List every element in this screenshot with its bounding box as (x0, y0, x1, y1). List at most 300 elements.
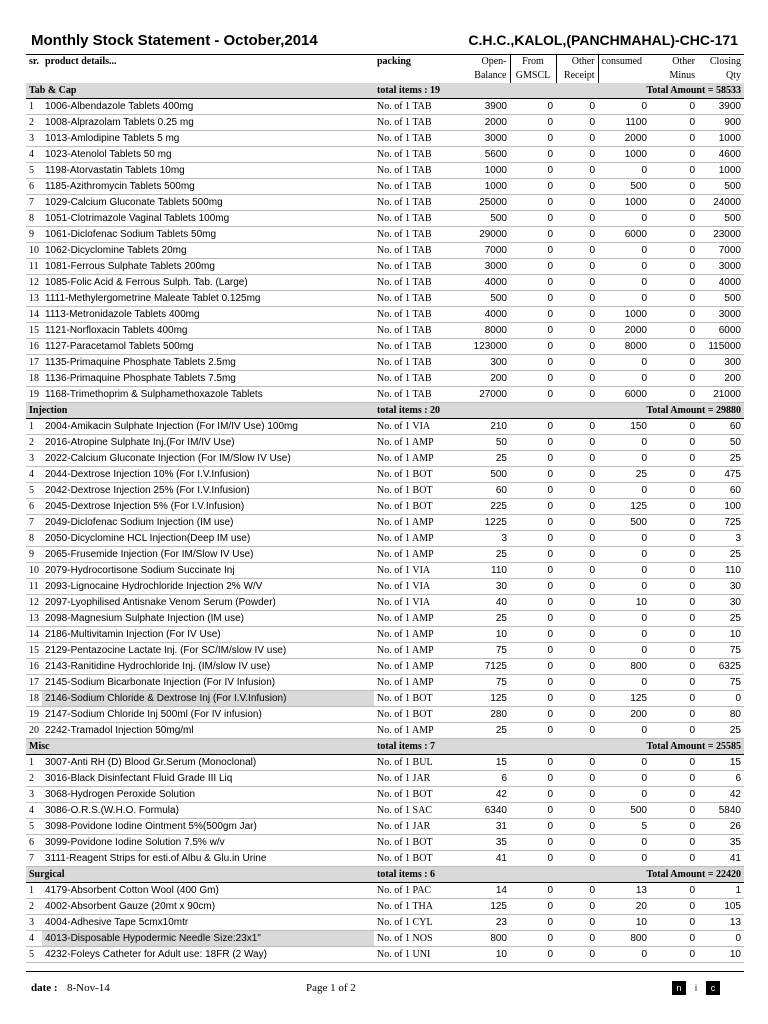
item-other-receipt: 0 (556, 307, 598, 323)
item-product: 3098-Povidone Iodine Ointment 5%(500gm Jar) (42, 819, 374, 835)
item-product: 1113-Metronidazole Tablets 400mg (42, 307, 374, 323)
item-packing: No. of 1 TAB (374, 147, 460, 163)
section-name: Surgical (26, 867, 374, 883)
item-from-gmscl: 0 (510, 915, 556, 931)
item-other-receipt: 0 (556, 851, 598, 867)
item-sr: 19 (26, 707, 42, 723)
item-other-minus: 0 (650, 723, 698, 739)
item-product: 4179-Absorbent Cotton Wool (400 Gm) (42, 883, 374, 899)
item-product: 1198-Atorvastatin Tablets 10mg (42, 163, 374, 179)
item-consumed: 0 (598, 243, 650, 259)
item-consumed: 0 (598, 211, 650, 227)
item-consumed: 150 (598, 419, 650, 435)
item-sr: 11 (26, 259, 42, 275)
item-product: 2016-Atropine Sulphate Inj.(For IM/IV Use) (42, 435, 374, 451)
item-product: 2042-Dextrose Injection 25% (For I.V.Infusion) (42, 483, 374, 499)
item-other-minus: 0 (650, 819, 698, 835)
table-row (26, 691, 744, 707)
section-total-amount: Total Amount = 29880 (510, 403, 744, 419)
item-consumed: 0 (598, 611, 650, 627)
item-other-receipt: 0 (556, 451, 598, 467)
item-other-minus: 0 (650, 483, 698, 499)
item-product: 1051-Clotrimazole Vaginal Tablets 100mg (42, 211, 374, 227)
item-other-minus: 0 (650, 451, 698, 467)
item-other-receipt: 0 (556, 179, 598, 195)
item-from-gmscl: 0 (510, 163, 556, 179)
item-product: 1127-Paracetamol Tablets 500mg (42, 339, 374, 355)
item-packing: No. of 1 VIA (374, 563, 460, 579)
item-from-gmscl: 0 (510, 339, 556, 355)
item-other-minus: 0 (650, 275, 698, 291)
item-product: 3099-Povidone Iodine Solution 7.5% w/v (42, 835, 374, 851)
item-open-balance: 6 (460, 771, 510, 787)
item-sr: 2 (26, 899, 42, 915)
item-open-balance: 35 (460, 835, 510, 851)
item-from-gmscl: 0 (510, 947, 556, 963)
item-other-minus: 0 (650, 611, 698, 627)
item-consumed: 0 (598, 371, 650, 387)
item-from-gmscl: 0 (510, 131, 556, 147)
item-open-balance: 125 (460, 691, 510, 707)
item-consumed: 8000 (598, 339, 650, 355)
item-packing: No. of 1 AMP (374, 675, 460, 691)
item-product: 1136-Primaquine Phosphate Tablets 7.5mg (42, 371, 374, 387)
item-other-receipt: 0 (556, 899, 598, 915)
item-from-gmscl: 0 (510, 115, 556, 131)
item-closing-qty: 300 (698, 355, 744, 371)
item-open-balance: 10 (460, 627, 510, 643)
item-open-balance: 40 (460, 595, 510, 611)
section-header (26, 403, 744, 419)
item-closing-qty: 500 (698, 291, 744, 307)
table-row (26, 851, 744, 867)
table-body (26, 83, 744, 963)
item-closing-qty: 115000 (698, 339, 744, 355)
item-other-receipt: 0 (556, 259, 598, 275)
item-from-gmscl: 0 (510, 803, 556, 819)
item-closing-qty: 30 (698, 595, 744, 611)
item-sr: 13 (26, 291, 42, 307)
item-open-balance: 75 (460, 643, 510, 659)
item-sr: 6 (26, 835, 42, 851)
item-product: 1062-Dicyclomine Tablets 20mg (42, 243, 374, 259)
item-other-minus: 0 (650, 675, 698, 691)
table-row (26, 483, 744, 499)
item-consumed: 5 (598, 819, 650, 835)
item-closing-qty: 25 (698, 723, 744, 739)
item-sr: 2 (26, 115, 42, 131)
item-open-balance: 10 (460, 947, 510, 963)
item-sr: 8 (26, 211, 42, 227)
item-consumed: 0 (598, 355, 650, 371)
item-closing-qty: 900 (698, 115, 744, 131)
item-other-receipt: 0 (556, 211, 598, 227)
table-row (26, 243, 744, 259)
table-row (26, 755, 744, 771)
item-open-balance: 1225 (460, 515, 510, 531)
item-open-balance: 14 (460, 883, 510, 899)
item-consumed: 1000 (598, 195, 650, 211)
item-consumed: 0 (598, 723, 650, 739)
item-other-minus: 0 (650, 691, 698, 707)
item-closing-qty: 6000 (698, 323, 744, 339)
item-from-gmscl: 0 (510, 723, 556, 739)
item-other-receipt: 0 (556, 691, 598, 707)
table-row (26, 787, 744, 803)
item-packing: No. of 1 BOT (374, 851, 460, 867)
item-open-balance: 7000 (460, 243, 510, 259)
item-from-gmscl: 0 (510, 819, 556, 835)
item-other-minus: 0 (650, 307, 698, 323)
item-open-balance: 5600 (460, 147, 510, 163)
item-open-balance: 25 (460, 611, 510, 627)
item-other-minus: 0 (650, 467, 698, 483)
item-sr: 1 (26, 755, 42, 771)
item-other-minus: 0 (650, 195, 698, 211)
item-from-gmscl: 0 (510, 435, 556, 451)
item-from-gmscl: 0 (510, 883, 556, 899)
item-packing: No. of 1 BOT (374, 787, 460, 803)
item-product: 2143-Ranitidine Hydrochloride Inj. (IM/slow IV use) (42, 659, 374, 675)
item-packing: No. of 1 AMP (374, 531, 460, 547)
item-from-gmscl: 0 (510, 227, 556, 243)
item-closing-qty: 0 (698, 691, 744, 707)
item-packing: No. of 1 THA (374, 899, 460, 915)
table-row (26, 931, 744, 947)
item-packing: No. of 1 TAB (374, 387, 460, 403)
item-consumed: 1000 (598, 307, 650, 323)
item-other-minus: 0 (650, 291, 698, 307)
item-other-receipt: 0 (556, 643, 598, 659)
item-packing: No. of 1 BOT (374, 835, 460, 851)
item-sr: 5 (26, 819, 42, 835)
item-product: 2147-Sodium Chloride Inj 500ml (For IV infusion) (42, 707, 374, 723)
item-open-balance: 6340 (460, 803, 510, 819)
item-packing: No. of 1 TAB (374, 99, 460, 115)
item-sr: 1 (26, 419, 42, 435)
item-open-balance: 3000 (460, 259, 510, 275)
item-other-receipt: 0 (556, 355, 598, 371)
section-total-items: total items : 19 (374, 83, 510, 99)
item-sr: 1 (26, 883, 42, 899)
item-from-gmscl: 0 (510, 451, 556, 467)
item-consumed: 0 (598, 787, 650, 803)
table-row (26, 515, 744, 531)
item-other-receipt: 0 (556, 627, 598, 643)
table-row (26, 163, 744, 179)
item-sr: 3 (26, 915, 42, 931)
item-other-receipt: 0 (556, 787, 598, 803)
item-other-receipt: 0 (556, 515, 598, 531)
item-packing: No. of 1 VIA (374, 579, 460, 595)
item-closing-qty: 1000 (698, 131, 744, 147)
item-other-minus: 0 (650, 579, 698, 595)
item-closing-qty: 24000 (698, 195, 744, 211)
item-closing-qty: 7000 (698, 243, 744, 259)
item-sr: 4 (26, 467, 42, 483)
item-closing-qty: 60 (698, 483, 744, 499)
c-box-icon: c (706, 981, 720, 995)
item-from-gmscl: 0 (510, 595, 556, 611)
item-sr: 17 (26, 355, 42, 371)
table-row (26, 99, 744, 115)
table-row (26, 803, 744, 819)
item-packing: No. of 1 TAB (374, 163, 460, 179)
item-other-receipt: 0 (556, 339, 598, 355)
item-other-minus: 0 (650, 883, 698, 899)
item-other-receipt: 0 (556, 99, 598, 115)
item-other-minus: 0 (650, 771, 698, 787)
table-row (26, 195, 744, 211)
item-product: 1121-Norfloxacin Tablets 400mg (42, 323, 374, 339)
item-other-receipt: 0 (556, 723, 598, 739)
section-name: Injection (26, 403, 374, 419)
section-name: Tab & Cap (26, 83, 374, 99)
item-other-receipt: 0 (556, 707, 598, 723)
item-closing-qty: 35 (698, 835, 744, 851)
item-product: 2045-Dextrose Injection 5% (For I.V.Infusion) (42, 499, 374, 515)
item-other-receipt: 0 (556, 195, 598, 211)
col-open-header: Open- (460, 55, 510, 69)
item-open-balance: 3900 (460, 99, 510, 115)
item-sr: 18 (26, 691, 42, 707)
item-closing-qty: 110 (698, 563, 744, 579)
item-sr: 19 (26, 387, 42, 403)
item-other-receipt: 0 (556, 275, 598, 291)
item-product: 1029-Calcium Gluconate Tablets 500mg (42, 195, 374, 211)
item-product: 2146-Sodium Chloride & Dextrose Inj (For I.V.Infusion) (42, 691, 374, 707)
item-closing-qty: 3000 (698, 307, 744, 323)
item-closing-qty: 50 (698, 435, 744, 451)
item-from-gmscl: 0 (510, 243, 556, 259)
item-open-balance: 25000 (460, 195, 510, 211)
item-closing-qty: 0 (698, 931, 744, 947)
date-label: date : (31, 982, 58, 994)
item-consumed: 500 (598, 515, 650, 531)
item-product: 3068-Hydrogen Peroxide Solution (42, 787, 374, 803)
item-other-minus: 0 (650, 147, 698, 163)
item-packing: No. of 1 CYL (374, 915, 460, 931)
item-from-gmscl: 0 (510, 211, 556, 227)
item-product: 1111-Methylergometrine Maleate Tablet 0.125mg (42, 291, 374, 307)
table-row (26, 259, 744, 275)
item-consumed: 125 (598, 691, 650, 707)
item-open-balance: 75 (460, 675, 510, 691)
item-packing: No. of 1 UNI (374, 947, 460, 963)
item-other-minus: 0 (650, 947, 698, 963)
item-open-balance: 210 (460, 419, 510, 435)
item-from-gmscl: 0 (510, 547, 556, 563)
item-other-minus: 0 (650, 339, 698, 355)
item-other-minus: 0 (650, 931, 698, 947)
col-receipt-header: Receipt (556, 68, 598, 83)
item-closing-qty: 1000 (698, 163, 744, 179)
item-packing: No. of 1 TAB (374, 179, 460, 195)
col-other-minus-header: Other (650, 55, 698, 69)
section-header (26, 83, 744, 99)
item-other-minus: 0 (650, 899, 698, 915)
item-packing: No. of 1 AMP (374, 659, 460, 675)
item-from-gmscl: 0 (510, 755, 556, 771)
item-sr: 2 (26, 435, 42, 451)
footer-icons (672, 981, 720, 996)
item-other-receipt: 0 (556, 291, 598, 307)
item-open-balance: 8000 (460, 323, 510, 339)
item-product: 2004-Amikacin Sulphate Injection (For IM/IV Use) 100mg (42, 419, 374, 435)
item-consumed: 10 (598, 915, 650, 931)
table-row (26, 659, 744, 675)
item-open-balance: 800 (460, 931, 510, 947)
item-from-gmscl: 0 (510, 707, 556, 723)
item-from-gmscl: 0 (510, 99, 556, 115)
table-row (26, 467, 744, 483)
section-total-amount: Total Amount = 25585 (510, 739, 744, 755)
section-total-amount: Total Amount = 58533 (510, 83, 744, 99)
table-row (26, 595, 744, 611)
table-row (26, 915, 744, 931)
item-packing: No. of 1 TAB (374, 371, 460, 387)
item-other-receipt: 0 (556, 659, 598, 675)
page-indicator: Page 1 of 2 (306, 982, 356, 994)
item-product: 2186-Multivitamin Injection (For IV Use) (42, 627, 374, 643)
item-other-minus: 0 (650, 515, 698, 531)
col-qty-header: Qty (726, 70, 741, 81)
item-open-balance: 500 (460, 291, 510, 307)
item-product: 1023-Atenolol Tablets 50 mg (42, 147, 374, 163)
item-packing: No. of 1 VIA (374, 419, 460, 435)
item-from-gmscl: 0 (510, 291, 556, 307)
item-closing-qty: 100 (698, 499, 744, 515)
section-total-items: total items : 7 (374, 739, 510, 755)
col-other-receipt-header: Other (556, 55, 598, 69)
item-packing: No. of 1 TAB (374, 115, 460, 131)
item-sr: 9 (26, 227, 42, 243)
item-other-receipt: 0 (556, 243, 598, 259)
item-closing-qty: 80 (698, 707, 744, 723)
item-closing-qty: 21000 (698, 387, 744, 403)
table-row (26, 275, 744, 291)
item-closing-qty: 60 (698, 419, 744, 435)
item-product: 1061-Diclofenac Sodium Tablets 50mg (42, 227, 374, 243)
item-sr: 11 (26, 579, 42, 595)
item-other-receipt: 0 (556, 547, 598, 563)
item-closing-qty: 25 (698, 611, 744, 627)
item-other-receipt: 0 (556, 115, 598, 131)
item-other-minus: 0 (650, 915, 698, 931)
item-consumed: 0 (598, 531, 650, 547)
item-other-minus: 0 (650, 323, 698, 339)
item-open-balance: 3 (460, 531, 510, 547)
item-product: 1185-Azithromycin Tablets 500mg (42, 179, 374, 195)
item-other-receipt: 0 (556, 755, 598, 771)
item-other-minus: 0 (650, 179, 698, 195)
item-sr: 18 (26, 371, 42, 387)
col-consumed-header: consumed (598, 55, 650, 69)
item-other-minus: 0 (650, 595, 698, 611)
table-row (26, 371, 744, 387)
item-from-gmscl: 0 (510, 675, 556, 691)
item-packing: No. of 1 TAB (374, 227, 460, 243)
item-open-balance: 1000 (460, 163, 510, 179)
item-open-balance: 500 (460, 211, 510, 227)
item-other-receipt: 0 (556, 531, 598, 547)
item-packing: No. of 1 AMP (374, 643, 460, 659)
item-packing: No. of 1 NOS (374, 931, 460, 947)
item-consumed: 20 (598, 899, 650, 915)
col-balance-header: Balance (474, 70, 507, 81)
item-open-balance: 7125 (460, 659, 510, 675)
item-other-receipt: 0 (556, 595, 598, 611)
item-packing: No. of 1 BOT (374, 707, 460, 723)
item-other-minus: 0 (650, 163, 698, 179)
item-sr: 2 (26, 771, 42, 787)
item-from-gmscl: 0 (510, 851, 556, 867)
table-row (26, 899, 744, 915)
item-from-gmscl: 0 (510, 307, 556, 323)
item-consumed: 0 (598, 851, 650, 867)
item-packing: No. of 1 AMP (374, 515, 460, 531)
section-total-items: total items : 20 (374, 403, 510, 419)
item-packing: No. of 1 BOT (374, 499, 460, 515)
item-closing-qty: 5840 (698, 803, 744, 819)
item-packing: No. of 1 TAB (374, 211, 460, 227)
item-other-minus: 0 (650, 803, 698, 819)
item-other-minus: 0 (650, 131, 698, 147)
item-consumed: 0 (598, 275, 650, 291)
item-other-receipt: 0 (556, 147, 598, 163)
item-packing: No. of 1 SAC (374, 803, 460, 819)
item-open-balance: 23 (460, 915, 510, 931)
item-open-balance: 225 (460, 499, 510, 515)
item-consumed: 800 (598, 931, 650, 947)
item-open-balance: 2000 (460, 115, 510, 131)
item-closing-qty: 41 (698, 851, 744, 867)
item-from-gmscl: 0 (510, 275, 556, 291)
item-product: 2079-Hydrocortisone Sodium Succinate Inj (42, 563, 374, 579)
item-other-minus: 0 (650, 563, 698, 579)
item-product: 3111-Reagent Strips for esti.of Albu & Glu.in Urine (42, 851, 374, 867)
item-other-minus: 0 (650, 707, 698, 723)
item-packing: No. of 1 TAB (374, 291, 460, 307)
item-from-gmscl: 0 (510, 787, 556, 803)
item-open-balance: 3000 (460, 131, 510, 147)
item-packing: No. of 1 TAB (374, 323, 460, 339)
item-consumed: 0 (598, 579, 650, 595)
item-product: 1135-Primaquine Phosphate Tablets 2.5mg (42, 355, 374, 371)
item-packing: No. of 1 TAB (374, 243, 460, 259)
item-other-receipt: 0 (556, 483, 598, 499)
item-packing: No. of 1 TAB (374, 307, 460, 323)
item-other-receipt: 0 (556, 435, 598, 451)
item-consumed: 0 (598, 755, 650, 771)
item-product: 2050-Dicyclomine HCL Injection(Deep IM use) (42, 531, 374, 547)
item-closing-qty: 10 (698, 947, 744, 963)
item-other-receipt: 0 (556, 803, 598, 819)
item-consumed: 0 (598, 435, 650, 451)
item-from-gmscl: 0 (510, 259, 556, 275)
item-product: 1168-Trimethoprim & Sulphamethoxazole Tablets (42, 387, 374, 403)
section-total-items: total items : 6 (374, 867, 510, 883)
item-consumed: 6000 (598, 227, 650, 243)
item-consumed: 0 (598, 627, 650, 643)
item-sr: 7 (26, 851, 42, 867)
table-row (26, 563, 744, 579)
item-sr: 10 (26, 563, 42, 579)
item-closing-qty: 200 (698, 371, 744, 387)
item-sr: 3 (26, 787, 42, 803)
item-from-gmscl: 0 (510, 371, 556, 387)
item-product: 1006-Albendazole Tablets 400mg (42, 99, 374, 115)
